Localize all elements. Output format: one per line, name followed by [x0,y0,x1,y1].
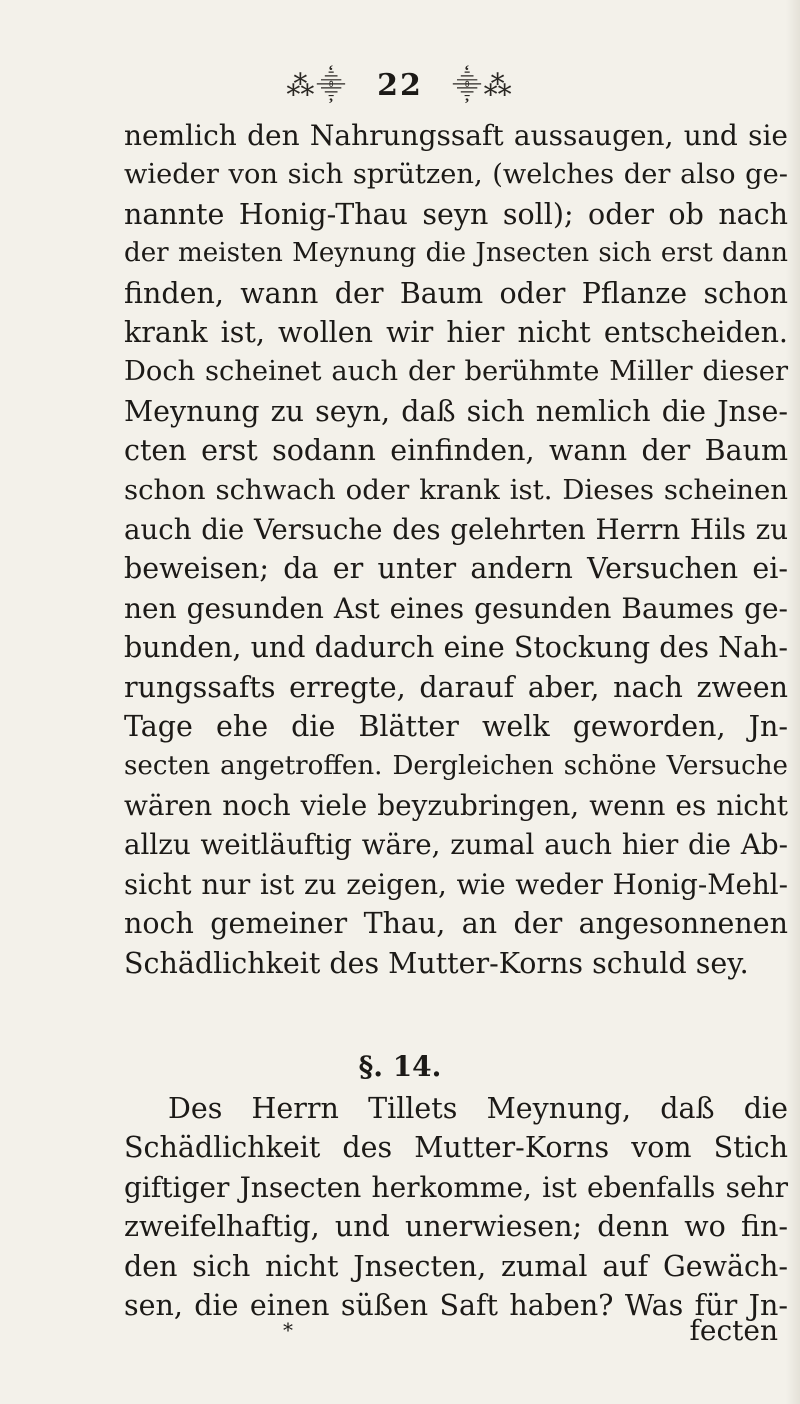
section-heading: §. 14. [358,1050,442,1083]
text-line: Doch scheinet auch der berühmte Miller dieser [124,356,788,388]
text-line: beweisen; da er unter andern Versuchen ei- [124,552,788,586]
text-line: giftiger Jnsecten herkomme, ist ebenfalls sehr [124,1170,788,1204]
text-line: Meynung zu seyn, daß sich nemlich die Jnse- [124,394,788,428]
text-line: sen, die einen süßen Saft haben? Was für Jn- [124,1289,788,1323]
text-line: rungssafts erregte, darauf aber, nach zween [124,670,788,704]
ornament-right-icon: ⸎⁂ [452,69,514,102]
text-line: bunden, und dadurch eine Stockung des Nah- [124,631,788,665]
text-line: secten angetroffen. Dergleichen schöne Versuche [124,750,788,781]
text-line: den sich nicht Jnsecten, zumal auf Gewäch- [124,1249,788,1283]
text-line: wären noch viele beyzubringen, wenn es nicht [124,788,788,822]
text-line: schon schwach oder krank ist. Dieses scheinen [124,473,788,506]
page-edge-shadow [786,0,800,1404]
page-number: 22 [377,67,423,103]
text-line: Schädlichkeit des Mutter-Korns schuld sey. [124,946,749,980]
text-line: zweifelhaftig, und unerwiesen; denn wo fin- [124,1210,788,1244]
text-line: finden, wann der Baum oder Pflanze schon [124,276,788,310]
text-line: Tage ehe die Blätter welk geworden, Jn- [124,710,788,744]
text-line: cten erst sodann einfinden, wann der Baum [124,434,788,468]
text-line: krank ist, wollen wir hier nicht entscheiden. [124,316,788,350]
ornament-left-icon: ⁂⸎ [286,69,348,102]
paragraph-2 [124,1089,788,1325]
text-line: auch die Versuche des gelehrten Herrn Hils zu [124,513,788,547]
text-line: allzu weitläuftig wäre, zumal auch hier die Ab- [124,828,788,862]
text-line: der meisten Meynung die Jnsecten sich erst dann [124,238,788,269]
text-line: Des Herrn Tillets Meynung, daß die [168,1092,788,1125]
catchword: fecten [689,1314,778,1347]
text-line: noch gemeiner Thau, an der angesonnenen [124,907,788,941]
text-line: nemlich den Nahrungssaft aussaugen, und sie [124,119,788,152]
paragraph-1 [124,116,788,983]
text-line: nannte Honig-Thau seyn soll); oder ob nach [124,197,788,231]
text-line: Schädlichkeit des Mutter-Korns vom Stich [124,1131,788,1165]
text-line: sicht nur ist zu zeigen, wie weder Honig-Mehl- [124,867,788,901]
page-header [0,66,800,104]
text-line: nen gesunden Ast eines gesunden Baumes ge- [124,591,788,625]
signature-mark: * [283,1318,293,1342]
text-line: wieder von sich sprützen, (welches der also ge- [124,159,788,191]
